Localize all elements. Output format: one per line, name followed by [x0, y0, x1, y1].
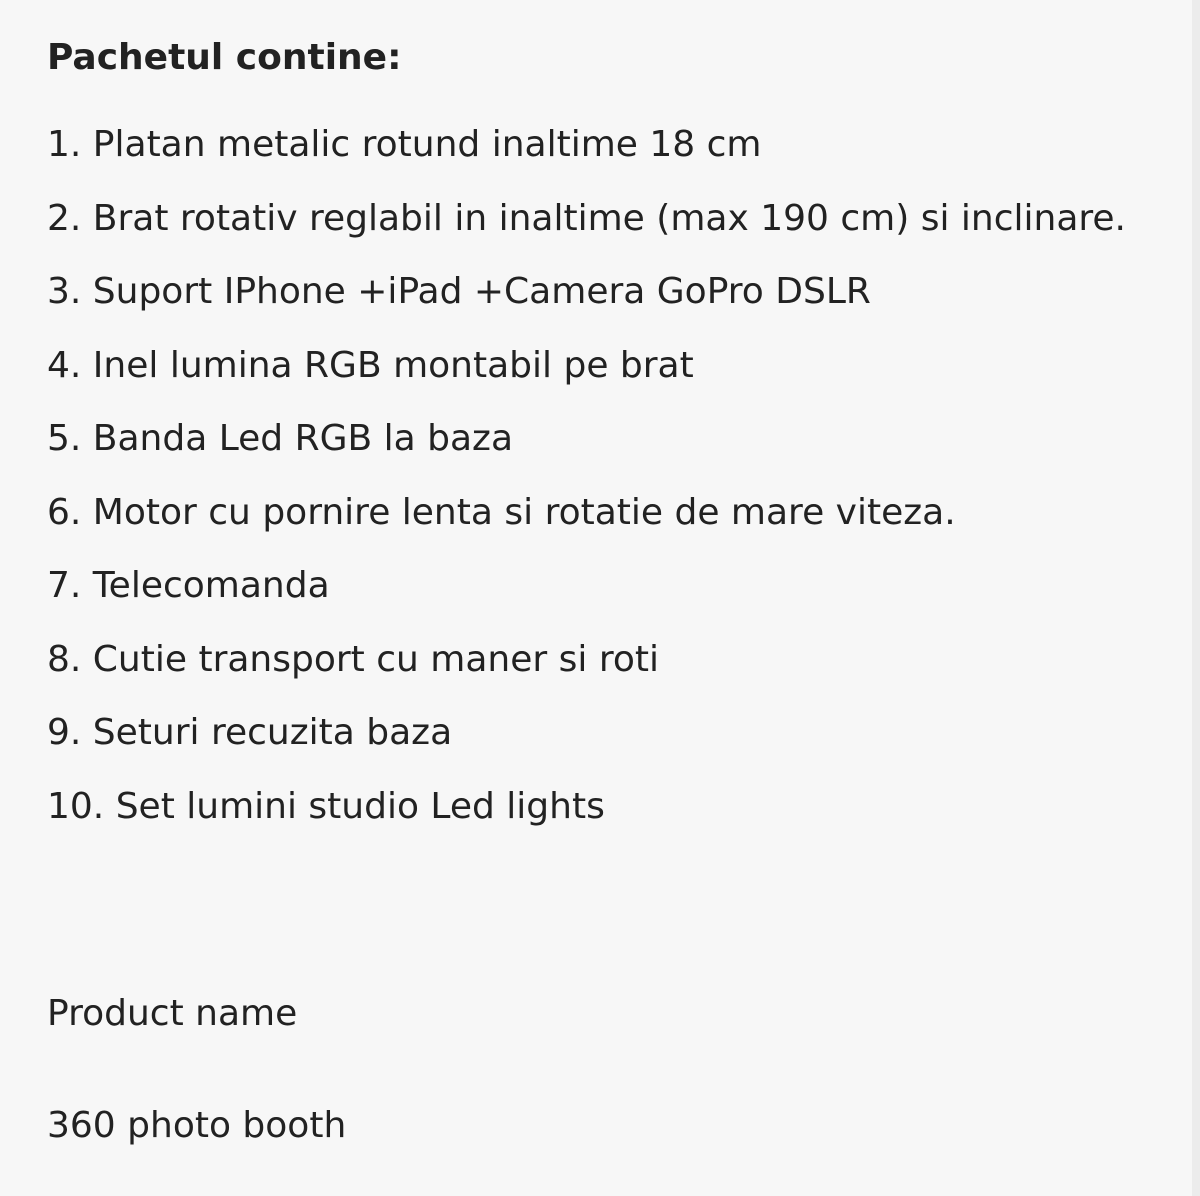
package-heading: Pachetul contine: [47, 37, 402, 78]
package-contents-list [47, 108, 1147, 843]
list-item: 8. Cutie transport cu maner si roti [47, 638, 659, 680]
list-item: 6. Motor cu pornire lenta si rotatie de mare viteza. [47, 491, 956, 533]
page-edge [1192, 0, 1200, 1196]
list-item: 7. Telecomanda [47, 565, 330, 606]
product-name-label: Product name [47, 993, 298, 1034]
list-item: 1. Platan metalic rotund inaltime 18 cm [47, 124, 762, 165]
list-item: 2. Brat rotativ reglabil in inaltime (max 190 cm) si inclinare. [47, 197, 1126, 239]
product-name-value: 360 photo booth [47, 1105, 347, 1146]
list-item: 4. Inel lumina RGB montabil pe brat [47, 344, 694, 386]
list-item: 9. Seturi recuzita baza [47, 712, 453, 753]
list-item: 3. Suport IPhone +iPad +Camera GoPro DSLR [47, 271, 871, 312]
list-item: 10. Set lumini studio Led lights [47, 785, 605, 827]
list-item: 5. Banda Led RGB la baza [47, 418, 514, 459]
